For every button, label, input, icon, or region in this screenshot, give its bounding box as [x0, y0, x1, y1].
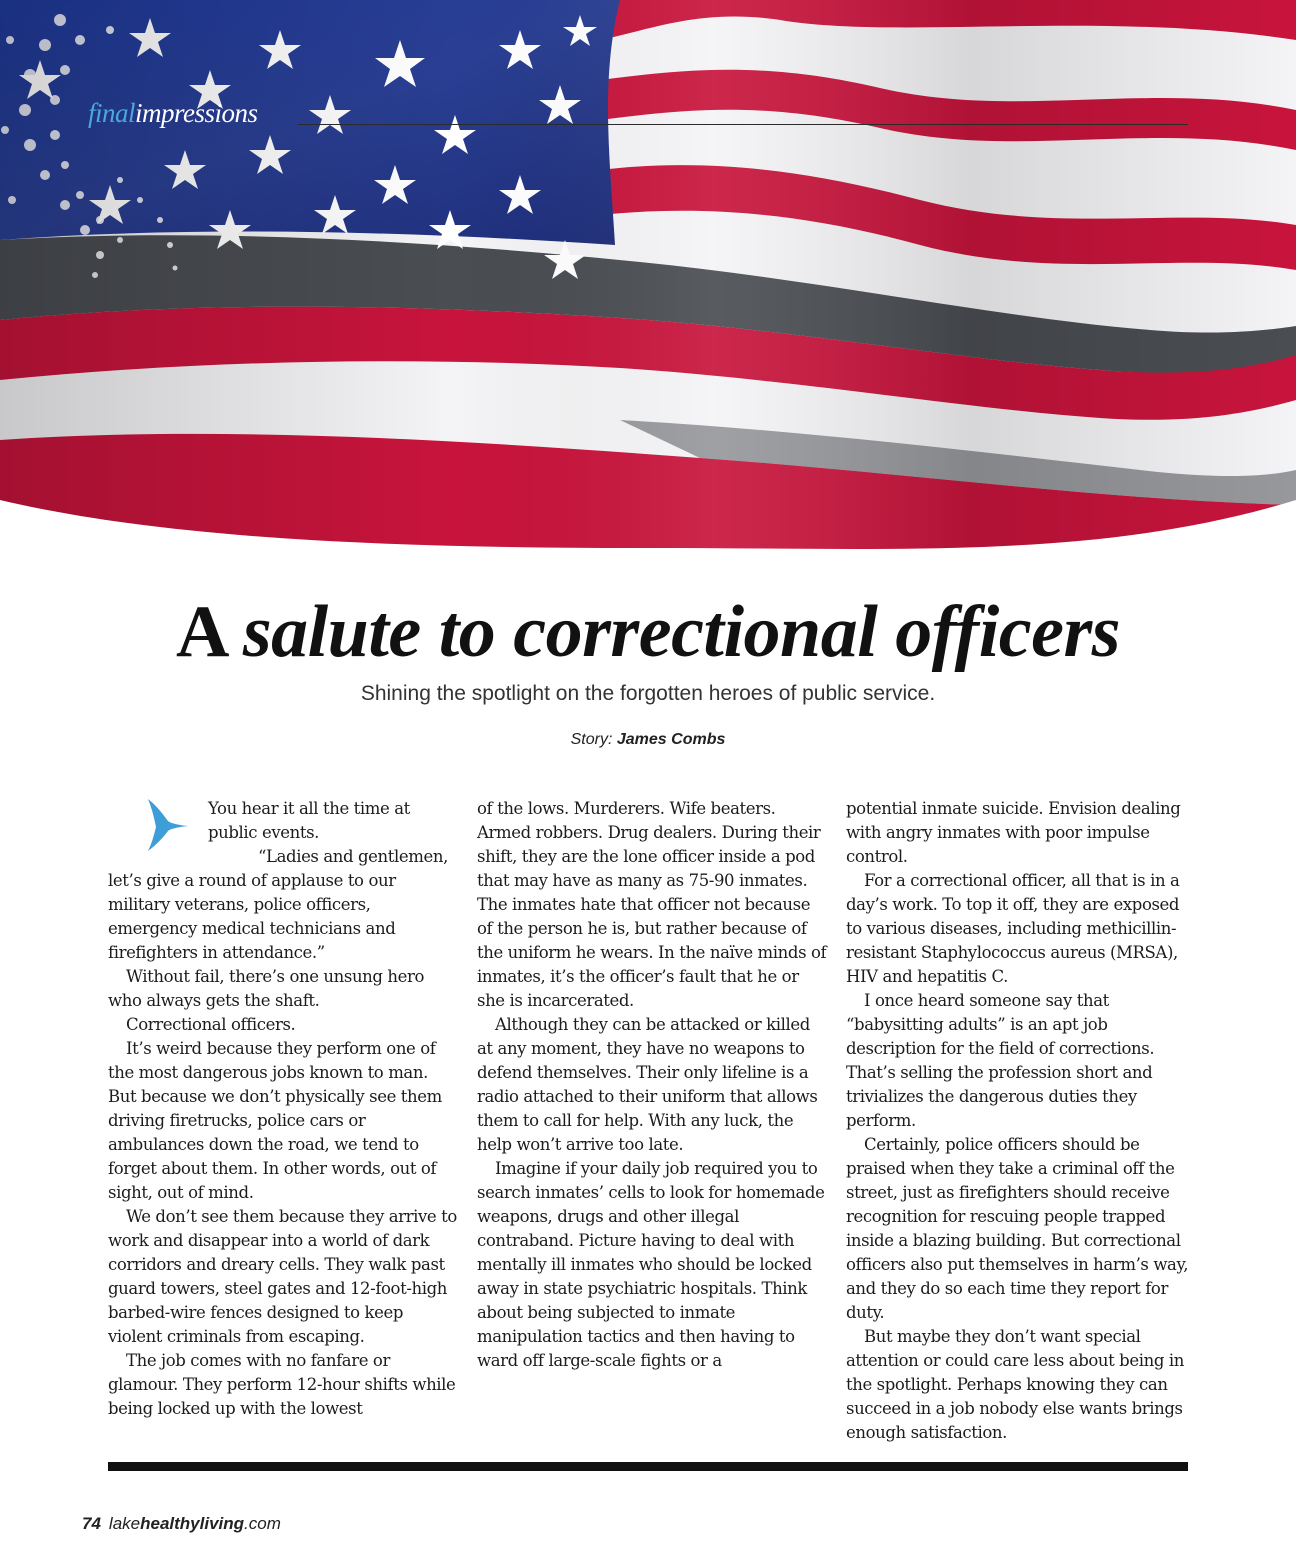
- paragraph: Without fail, there’s one unsung hero who always gets the shaft.: [108, 967, 425, 1010]
- paragraph: The job comes with no fanfare or glamour. They perform 12-hour shifts while being locked up with the lowest: [108, 1351, 456, 1418]
- body-column-2: [477, 797, 827, 1373]
- section-tag-part2: impressions: [135, 98, 258, 128]
- paragraph: For a correctional officer, all that is in a day’s work. To top it off, they are exposed to various diseases, including methicillin-resistant Staphylococcus aureus (MRSA), HIV and hepatitis C.: [846, 871, 1180, 986]
- site-name-part-c: .com: [244, 1514, 281, 1533]
- section-tag-part1: final: [88, 98, 136, 128]
- site-name-part-a: lake: [108, 1514, 141, 1533]
- paragraph: “Ladies and gentlemen, let’s give a round of applause to our military veterans, police officers, emergency medical technicians and firefighters in attendance.”: [108, 847, 448, 962]
- section-tag: [88, 98, 258, 129]
- article-headline: [0, 590, 1296, 675]
- chevron-drop-cap-icon: [134, 799, 190, 851]
- paragraph: I once heard someone say that “babysitting adults” is an apt job description for the field of corrections. That’s selling the profession short and trivializes the dangerous duties they perform.: [846, 991, 1155, 1130]
- byline-author: James Combs: [616, 731, 726, 748]
- page-footer: [82, 1514, 281, 1534]
- paragraph: Imagine if your daily job required you to search inmates’ cells to look for homemade weapons, drugs and other illegal contraband. Picture having to deal with mentally ill inmates who should be locked away in state psychiatric hospitals. Think about being subjected to inmate manipulation tactics and then having to ward off large-scale fights or a: [477, 1159, 825, 1370]
- paragraph: We don’t see them because they arrive to work and disappear into a world of dark corridors and dreary cells. They walk past guard towers, steel gates and 12-foot-high barbed-wire fences designed to keep violent criminals from escaping.: [108, 1207, 457, 1346]
- section-rule: [298, 124, 1188, 125]
- paragraph: potential inmate suicide. Envision dealing with angry inmates with poor impulse control.: [846, 799, 1181, 866]
- article-subhead: Shining the spotlight on the forgotten heroes of public service.: [360, 682, 936, 705]
- headline-part-a: A: [175, 591, 243, 673]
- paragraph: Although they can be attacked or killed at any moment, they have no weapons to defend themselves. Their only lifeline is a radio attached to their uniform that allows them to call for help. With any luck, the help won’t arrive too late.: [477, 1015, 818, 1154]
- body-column-1: [108, 797, 458, 1421]
- paragraph: You hear it all the time at public events.: [208, 799, 410, 842]
- byline-label: Story:: [570, 731, 613, 748]
- paragraph: But maybe they don’t want special attention or could care less about being in the spotlight. Perhaps knowing they can succeed in a job nobody else wants brings enough satisfaction.: [846, 1327, 1184, 1442]
- hero-flag-image: [0, 0, 1296, 560]
- bottom-rule: [108, 1462, 1188, 1471]
- page-number: 74: [82, 1514, 101, 1533]
- paragraph: Certainly, police officers should be praised when they take a criminal off the street, just as firefighters should receive recognition for rescuing people trapped inside a blazing building. But correctional officers also put themselves in harm’s way, and they do so each time they report for duty.: [846, 1135, 1189, 1322]
- paragraph: It’s weird because they perform one of the most dangerous jobs known to man. But because we don’t physically see them driving firetrucks, police cars or ambulances down the road, we tend to forget about them. In other words, out of sight, out of mind.: [108, 1039, 442, 1202]
- paragraph: of the lows. Murderers. Wife beaters. Armed robbers. Drug dealers. During their shift, they are the lone officer inside a pod that may have as many as 75-90 inmates. The inmates hate that officer not because of the person he is, but rather because of the uniform he wears. In the naïve minds of inmates, it’s the officer’s fault that he or she is incarcerated.: [477, 799, 827, 1010]
- paragraph: Correctional officers.: [126, 1015, 296, 1034]
- body-column-3: [846, 797, 1196, 1445]
- site-name-part-b: healthyliving: [140, 1514, 245, 1533]
- article-byline: [0, 731, 1296, 749]
- headline-part-b: salute to correctional officers: [242, 591, 1121, 673]
